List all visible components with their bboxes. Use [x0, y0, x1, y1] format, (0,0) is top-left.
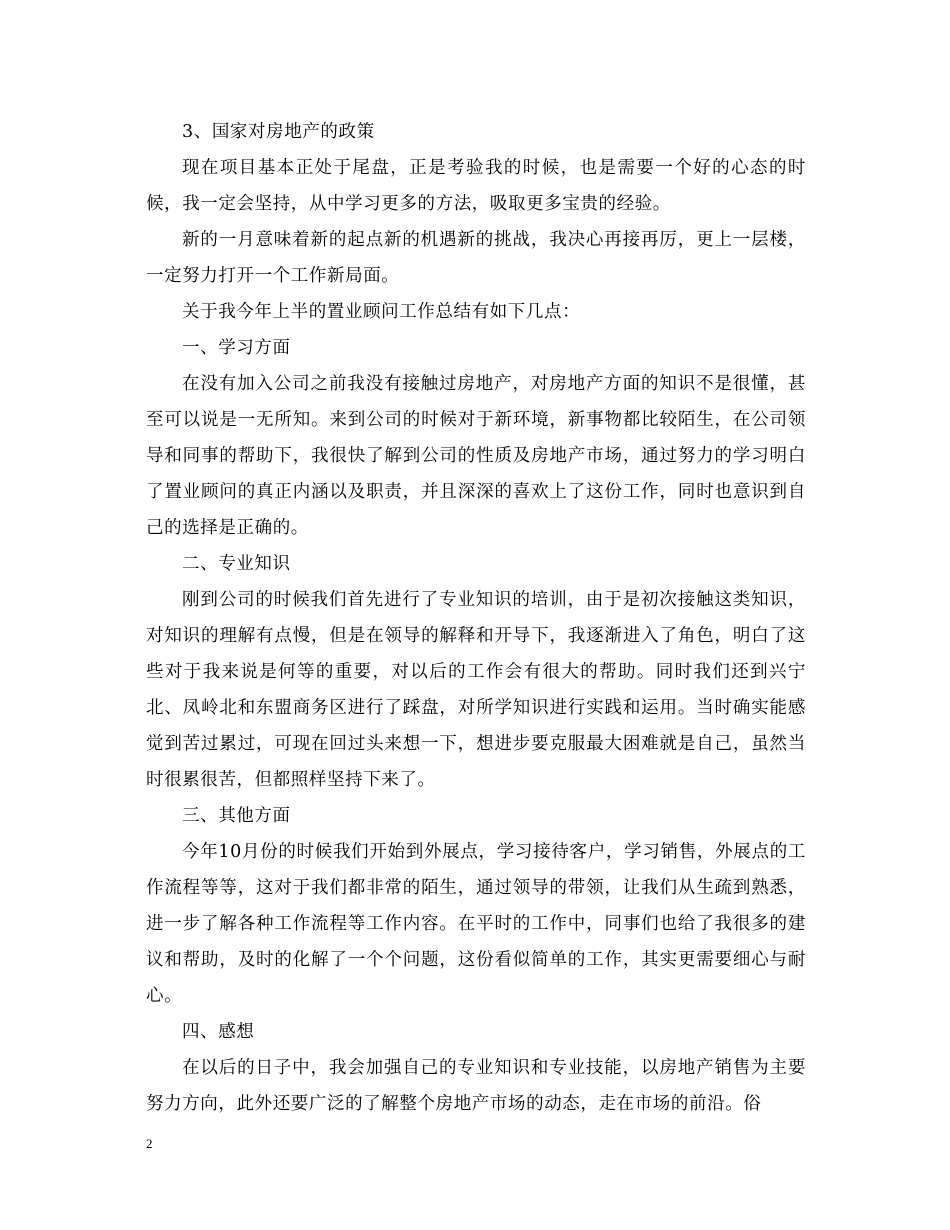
section-heading-professional-knowledge: 二、专业知识: [182, 554, 291, 574]
section-heading-learning: 一、学习方面: [182, 338, 291, 358]
section-heading-reflections: 四、感想: [182, 1022, 255, 1042]
paragraph: 新的一月意味着新的起点新的机遇新的挑战，我决心再接再厉，更上一层楼，一定努力打开一个工作新局面。: [146, 230, 806, 286]
paragraph: 今年10月份的时候我们开始到外展点，学习接待客户，学习销售，外展点的工作流程等等，这对于我们都非常的陌生，通过领导的带领，让我们从生疏到熟悉，进一步了解各种工作流程等工作内容。在平时的工作中，同事们也给了我很多的建议和帮助，及时的化解了一个个问题，这份看似简单的工作，其实更需要细心与耐心。: [146, 842, 806, 1006]
paragraph: 关于我今年上半的置业顾问工作总结有如下几点：: [182, 302, 581, 322]
document-body: [146, 114, 806, 1122]
section-heading-other: 三、其他方面: [182, 806, 291, 826]
page-number: 2: [146, 1136, 153, 1151]
paragraph: 刚到公司的时候我们首先进行了专业知识的培训，由于是初次接触这类知识，对知识的理解有点慢，但是在领导的解释和开导下，我逐渐进入了角色，明白了这些对于我来说是何等的重要，对以后的工作会有很大的帮助。同时我们还到兴宁北、凤岭北和东盟商务区进行了踩盘，对所学知识进行实践和运用。当时确实能感觉到苦过累过，可现在回过头来想一下，想进步要克服最大困难就是自己，虽然当时很累很苦，但都照样坚持下来了。: [146, 590, 806, 790]
paragraph: 现在项目基本正处于尾盘，正是考验我的时候，也是需要一个好的心态的时候，我一定会坚持，从中学习更多的方法，吸取更多宝贵的经验。: [146, 158, 806, 214]
paragraph: 在没有加入公司之前我没有接触过房地产，对房地产方面的知识不是很懂，甚至可以说是一无所知。来到公司的时候对于新环境，新事物都比较陌生，在公司领导和同事的帮助下，我很快了解到公司的性质及房地产市场，通过努力的学习明白了置业顾问的真正内涵以及职责，并且深深的喜欢上了这份工作，同时也意识到自己的选择是正确的。: [146, 374, 806, 538]
section-heading-policy: 3、国家对房地产的政策: [182, 122, 375, 142]
paragraph: 在以后的日子中，我会加强自己的专业知识和专业技能，以房地产销售为主要努力方向，此外还要广泛的了解整个房地产市场的动态，走在市场的前沿。俗: [146, 1058, 806, 1114]
